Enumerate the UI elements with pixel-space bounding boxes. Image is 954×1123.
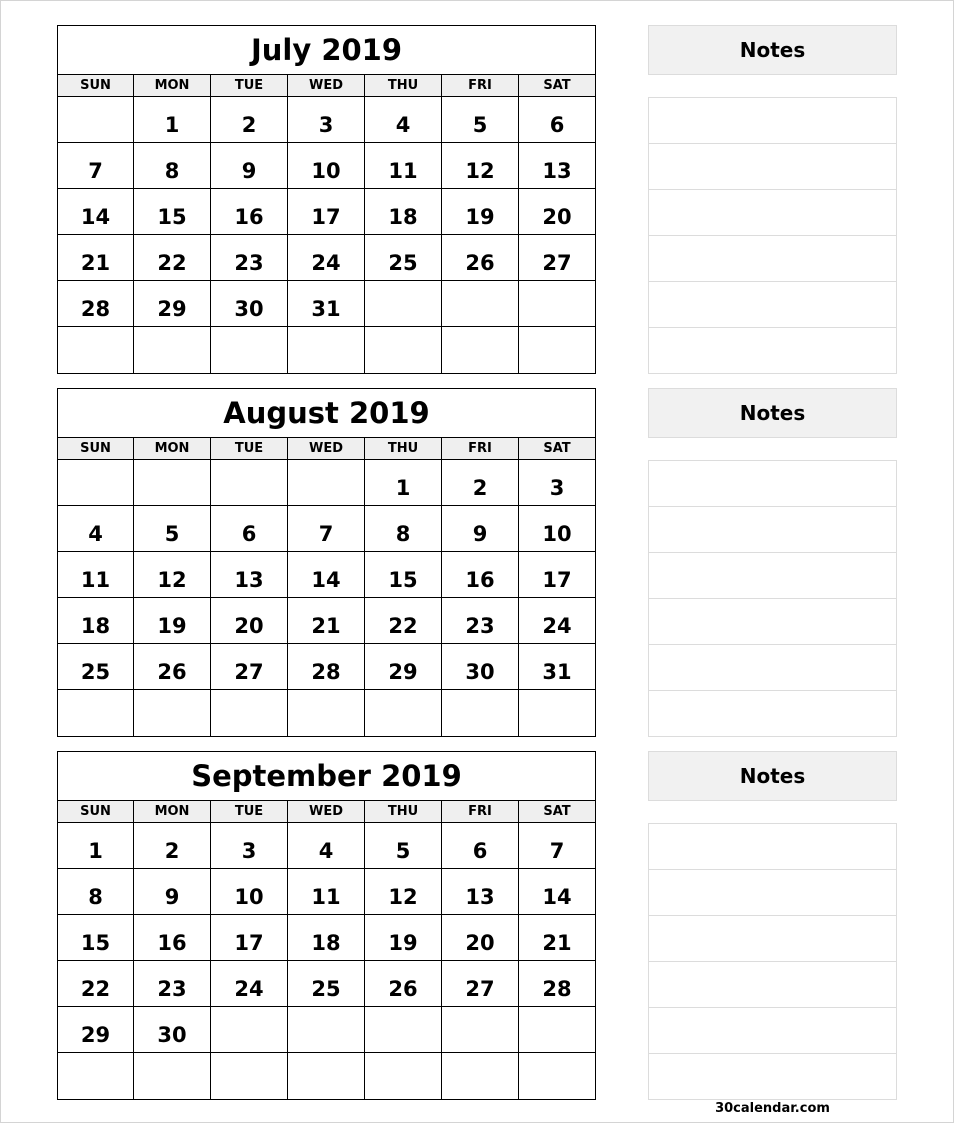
day-cell: 26 bbox=[442, 235, 519, 280]
note-line[interactable] bbox=[649, 507, 896, 553]
day-cell: 3 bbox=[211, 823, 288, 868]
note-line[interactable] bbox=[649, 190, 896, 236]
day-cell: 11 bbox=[58, 552, 134, 597]
note-line[interactable] bbox=[649, 824, 896, 870]
note-line[interactable] bbox=[649, 1008, 896, 1054]
day-cell: 4 bbox=[288, 823, 365, 868]
day-cell: 22 bbox=[365, 598, 442, 643]
weekday-label: MON bbox=[134, 801, 211, 822]
day-cell: 11 bbox=[365, 143, 442, 188]
week-row bbox=[58, 235, 595, 281]
weekday-label: THU bbox=[365, 438, 442, 459]
weekday-label: SAT bbox=[543, 441, 571, 456]
day-cell bbox=[365, 1007, 442, 1052]
note-line[interactable] bbox=[649, 328, 896, 374]
day-cell: 23 bbox=[442, 598, 519, 643]
day-cell: 15 bbox=[58, 915, 134, 960]
day-cell: 23 bbox=[211, 235, 288, 280]
note-line[interactable] bbox=[649, 236, 896, 282]
day-cell: 21 bbox=[542, 931, 572, 955]
day-cell: 1 bbox=[134, 97, 211, 142]
day-cell: 10 bbox=[211, 869, 288, 914]
day-cell: 29 bbox=[365, 644, 442, 689]
weekday-label: MON bbox=[134, 438, 211, 459]
day-cell: 14 bbox=[58, 189, 134, 234]
day-cell: 26 bbox=[134, 644, 211, 689]
day-cell: 17 bbox=[288, 189, 365, 234]
weekday-label: THU bbox=[365, 801, 442, 822]
day-cell: 5 bbox=[442, 97, 519, 142]
weekday-label: SUN bbox=[58, 75, 134, 96]
day-cell: 28 bbox=[58, 281, 134, 326]
month-title: July 2019 bbox=[58, 26, 595, 75]
day-cell bbox=[519, 1053, 595, 1099]
day-cell: 18 bbox=[365, 189, 442, 234]
day-cell: 27 bbox=[211, 644, 288, 689]
weekday-label: TUE bbox=[211, 801, 288, 822]
day-cell bbox=[211, 327, 288, 373]
day-cell bbox=[134, 690, 211, 736]
weekday-label: FRI bbox=[442, 801, 519, 822]
day-cell: 10 bbox=[542, 522, 572, 546]
week-row bbox=[58, 1053, 595, 1099]
week-row bbox=[58, 143, 595, 189]
week-row bbox=[58, 915, 595, 961]
day-cell bbox=[288, 460, 365, 505]
day-cell: 18 bbox=[58, 598, 134, 643]
day-cell bbox=[211, 460, 288, 505]
weekday-label: SUN bbox=[58, 801, 134, 822]
weekday-header-row bbox=[58, 75, 595, 97]
day-cell: 19 bbox=[134, 598, 211, 643]
day-cell: 30 bbox=[442, 644, 519, 689]
day-cell: 24 bbox=[542, 614, 572, 638]
day-cell: 13 bbox=[442, 869, 519, 914]
day-cell bbox=[134, 327, 211, 373]
notes-box-august[interactable] bbox=[648, 460, 897, 737]
day-cell: 15 bbox=[134, 189, 211, 234]
notes-header-july: Notes bbox=[648, 25, 897, 75]
day-cell: 30 bbox=[134, 1007, 211, 1052]
day-cell: 6 bbox=[442, 823, 519, 868]
footer-site-link[interactable]: 30calendar.com bbox=[715, 1101, 830, 1116]
day-cell: 2 bbox=[442, 460, 519, 505]
day-cell: 3 bbox=[549, 476, 565, 500]
day-cell: 20 bbox=[442, 915, 519, 960]
note-line[interactable] bbox=[649, 282, 896, 328]
weekday-header-row bbox=[58, 801, 595, 823]
day-cell: 9 bbox=[442, 506, 519, 551]
note-line[interactable] bbox=[649, 98, 896, 144]
month-calendar-july bbox=[57, 25, 596, 374]
day-cell bbox=[58, 97, 134, 142]
weekday-label: FRI bbox=[442, 75, 519, 96]
day-cell: 31 bbox=[288, 281, 365, 326]
day-cell bbox=[442, 281, 519, 326]
day-cell: 21 bbox=[58, 235, 134, 280]
weekday-label: TUE bbox=[211, 75, 288, 96]
weekday-label: WED bbox=[288, 75, 365, 96]
day-cell bbox=[365, 1053, 442, 1099]
month-calendar-september bbox=[57, 751, 596, 1100]
day-cell: 3 bbox=[288, 97, 365, 142]
day-cell: 2 bbox=[211, 97, 288, 142]
day-cell: 29 bbox=[134, 281, 211, 326]
day-cell: 16 bbox=[211, 189, 288, 234]
day-cell bbox=[288, 1053, 365, 1099]
day-cell bbox=[365, 327, 442, 373]
day-cell: 5 bbox=[365, 823, 442, 868]
day-cell: 17 bbox=[542, 568, 572, 592]
day-cell bbox=[134, 460, 211, 505]
week-row bbox=[58, 189, 595, 235]
day-cell: 14 bbox=[542, 885, 572, 909]
day-cell: 24 bbox=[288, 235, 365, 280]
day-cell: 29 bbox=[58, 1007, 134, 1052]
week-row bbox=[58, 460, 595, 506]
day-cell: 1 bbox=[58, 823, 134, 868]
day-cell: 8 bbox=[134, 143, 211, 188]
day-cell bbox=[519, 1007, 595, 1052]
day-cell: 7 bbox=[58, 143, 134, 188]
day-cell: 30 bbox=[211, 281, 288, 326]
month-calendar-august bbox=[57, 388, 596, 737]
day-cell: 26 bbox=[365, 961, 442, 1006]
day-cell bbox=[442, 1007, 519, 1052]
day-cell bbox=[211, 1007, 288, 1052]
day-cell: 22 bbox=[58, 961, 134, 1006]
notes-box-july[interactable] bbox=[648, 97, 897, 374]
day-cell: 4 bbox=[58, 506, 134, 551]
day-cell bbox=[58, 1053, 134, 1099]
day-cell: 25 bbox=[365, 235, 442, 280]
day-cell: 8 bbox=[58, 869, 134, 914]
day-cell bbox=[288, 690, 365, 736]
weekday-header-row bbox=[58, 438, 595, 460]
day-cell: 21 bbox=[288, 598, 365, 643]
day-cell: 25 bbox=[288, 961, 365, 1006]
day-cell: 12 bbox=[134, 552, 211, 597]
day-cell: 9 bbox=[211, 143, 288, 188]
day-cell bbox=[211, 690, 288, 736]
week-row bbox=[58, 598, 595, 644]
day-cell: 13 bbox=[542, 159, 572, 183]
day-cell: 9 bbox=[134, 869, 211, 914]
day-cell: 25 bbox=[58, 644, 134, 689]
day-cell bbox=[211, 1053, 288, 1099]
note-line[interactable] bbox=[649, 1054, 896, 1100]
day-cell: 27 bbox=[442, 961, 519, 1006]
note-line[interactable] bbox=[649, 144, 896, 190]
day-cell bbox=[134, 1053, 211, 1099]
week-row bbox=[58, 644, 595, 690]
day-cell bbox=[442, 327, 519, 373]
day-cell: 7 bbox=[549, 839, 565, 863]
day-cell: 17 bbox=[211, 915, 288, 960]
day-cell: 19 bbox=[442, 189, 519, 234]
note-line[interactable] bbox=[649, 553, 896, 599]
day-cell bbox=[58, 327, 134, 373]
notes-header-august: Notes bbox=[648, 388, 897, 438]
day-cell: 16 bbox=[134, 915, 211, 960]
day-cell: 19 bbox=[365, 915, 442, 960]
week-row bbox=[58, 506, 595, 552]
day-cell: 16 bbox=[442, 552, 519, 597]
weekday-label: TUE bbox=[211, 438, 288, 459]
note-line[interactable] bbox=[649, 691, 896, 737]
day-cell bbox=[442, 1053, 519, 1099]
day-cell: 2 bbox=[134, 823, 211, 868]
note-line[interactable] bbox=[649, 645, 896, 691]
day-cell: 23 bbox=[134, 961, 211, 1006]
day-cell: 7 bbox=[288, 506, 365, 551]
day-cell: 14 bbox=[288, 552, 365, 597]
note-line[interactable] bbox=[649, 599, 896, 645]
weekday-label: FRI bbox=[442, 438, 519, 459]
week-row bbox=[58, 869, 595, 915]
week-row bbox=[58, 97, 595, 143]
note-line[interactable] bbox=[649, 461, 896, 507]
day-cell: 5 bbox=[134, 506, 211, 551]
day-cell: 13 bbox=[211, 552, 288, 597]
day-cell: 12 bbox=[442, 143, 519, 188]
weekday-label: SUN bbox=[58, 438, 134, 459]
note-line[interactable] bbox=[649, 870, 896, 916]
day-cell bbox=[365, 281, 442, 326]
day-cell bbox=[442, 690, 519, 736]
week-row bbox=[58, 1007, 595, 1053]
day-cell bbox=[58, 460, 134, 505]
weekday-label: THU bbox=[365, 75, 442, 96]
day-cell bbox=[519, 327, 595, 373]
day-cell: 28 bbox=[542, 977, 572, 1001]
notes-box-september[interactable] bbox=[648, 823, 897, 1100]
week-row bbox=[58, 327, 595, 373]
month-title: August 2019 bbox=[58, 389, 595, 438]
weekday-label: WED bbox=[288, 801, 365, 822]
day-cell: 20 bbox=[542, 205, 572, 229]
day-cell: 8 bbox=[365, 506, 442, 551]
weekday-label: SAT bbox=[543, 78, 571, 93]
day-cell: 1 bbox=[365, 460, 442, 505]
day-cell: 20 bbox=[211, 598, 288, 643]
day-cell: 10 bbox=[288, 143, 365, 188]
week-row bbox=[58, 690, 595, 736]
day-cell: 24 bbox=[211, 961, 288, 1006]
day-cell: 28 bbox=[288, 644, 365, 689]
day-cell bbox=[519, 690, 595, 736]
day-cell: 11 bbox=[288, 869, 365, 914]
week-row bbox=[58, 823, 595, 869]
day-cell: 31 bbox=[542, 660, 572, 684]
day-cell: 18 bbox=[288, 915, 365, 960]
day-cell bbox=[519, 281, 595, 326]
note-line[interactable] bbox=[649, 916, 896, 962]
weekday-label: MON bbox=[134, 75, 211, 96]
day-cell: 6 bbox=[549, 113, 565, 137]
day-cell: 6 bbox=[211, 506, 288, 551]
note-line[interactable] bbox=[649, 962, 896, 1008]
day-cell: 12 bbox=[365, 869, 442, 914]
day-cell: 4 bbox=[365, 97, 442, 142]
day-cell bbox=[58, 690, 134, 736]
week-row bbox=[58, 281, 595, 327]
day-cell bbox=[365, 690, 442, 736]
month-title: September 2019 bbox=[58, 752, 595, 801]
week-row bbox=[58, 552, 595, 598]
day-cell bbox=[288, 327, 365, 373]
day-cell bbox=[288, 1007, 365, 1052]
weekday-label: SAT bbox=[543, 804, 571, 819]
day-cell: 27 bbox=[542, 251, 572, 275]
day-cell: 22 bbox=[134, 235, 211, 280]
weekday-label: WED bbox=[288, 438, 365, 459]
notes-header-september: Notes bbox=[648, 751, 897, 801]
day-cell: 15 bbox=[365, 552, 442, 597]
week-row bbox=[58, 961, 595, 1007]
